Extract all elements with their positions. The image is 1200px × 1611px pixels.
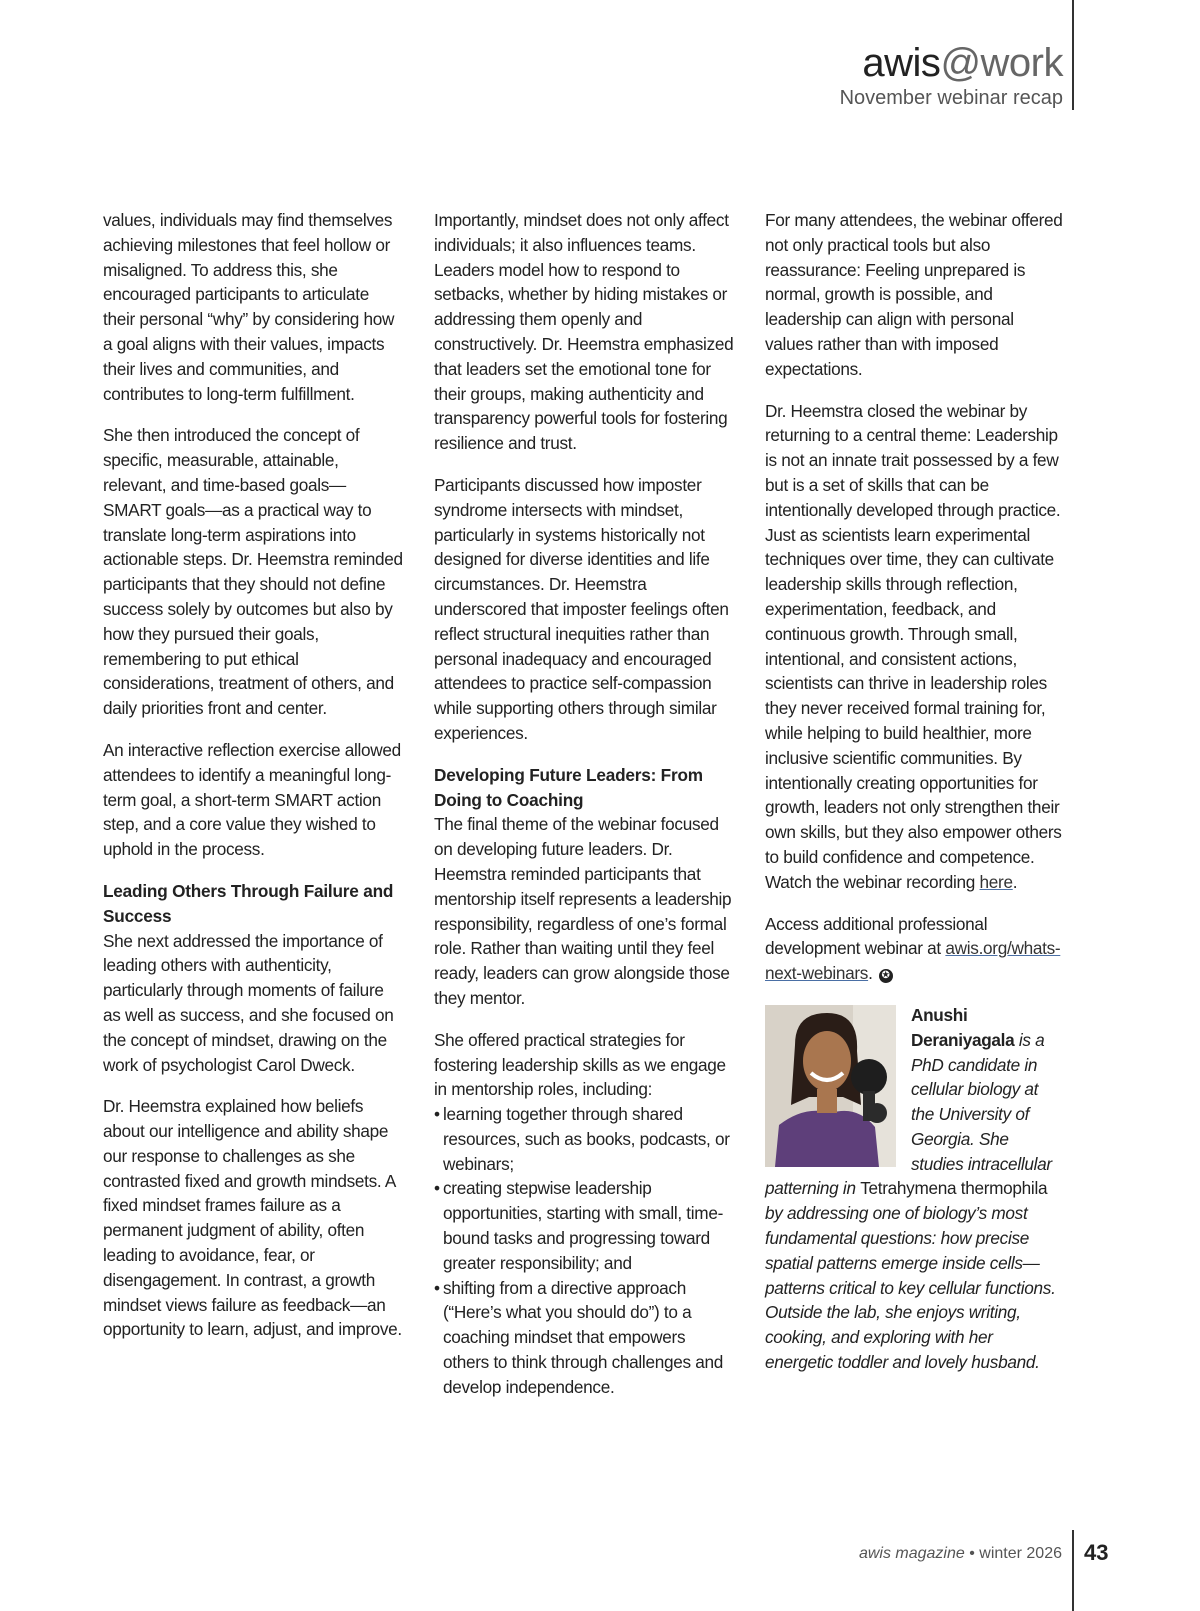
paragraph: Dr. Heemstra explained how beliefs about our intelligence and ability shape our response to challenges as she contrasted fixed and growth mindsets. A fixed mindset frames failure as a permanent judgment of ability, often leading to avoidance, fear, or disengagement. In contrast, a growth mindset views failure as feedback—an opportunity to learn, adjust, and improve. — [103, 1096, 402, 1340]
section-heading: Leading Others Through Failure and Success — [103, 880, 394, 926]
column-1 — [103, 208, 403, 1359]
bio-text: by addressing one of biology’s most fundamental questions: how precise spatial patterns emerge inside cells—patterns critical to key cellular functions. Outside the lab, she enjoys writing, cooking, and exploring with her energetic toddler and lovely husband. — [765, 1203, 1056, 1373]
page-number: 43 — [1084, 1540, 1109, 1565]
strategy-list — [434, 1102, 734, 1400]
magazine-name: awis magazine — [858, 1545, 965, 1562]
header-rule — [1072, 0, 1074, 110]
paragraph: Importantly, mindset does not only affect individuals; it also influences teams. Leaders model how to respond to setbacks, whether by hiding mistakes or addressing them openly and constructively. Dr. Heemstra emphasized that leaders set the emotional tone for their groups, making authenticity and transparency powerful tools for fostering resilience and trust. — [434, 210, 734, 454]
column-3 — [765, 208, 1065, 1375]
paragraph: She offered practical strategies for fostering leadership skills as we engage in mentorship roles, including: — [434, 1029, 726, 1100]
brand-at: @work — [940, 41, 1063, 85]
species-name: Tetrahymena thermophila — [860, 1178, 1048, 1199]
webinars-link[interactable]: awis.org/whats-next-webinars — [765, 938, 1061, 984]
paragraph: She next addressed the importance of leading others with authenticity, particularly through moments of failure as well as success, and she focused on the concept of mindset, drawing on the work of psychologist Carol Dweck. — [103, 930, 394, 1075]
author-photo-illustration — [765, 1005, 896, 1167]
paragraph: An interactive reflection exercise allowed attendees to identify a meaningful long-term goal, a short-term SMART action step, and a core value they wished to uphold in the process. — [103, 739, 401, 860]
page-footer — [859, 1545, 1062, 1563]
paragraph-text: Dr. Heemstra closed the webinar by returning to a central theme: Leadership is not an innate trait possessed by a few but is a set of skills that can be intentionally developed through practice. Just as scientists learn experimental techniques over time, they can cultivate leadership skills through reflection, experimentation, feedback, and continuous growth. Through small, intentional, and consistent actions, scientists can thrive in leadership roles they never received formal training for, while helping to build healthier, more inclusive scientific communities. By intentionally creating opportunities for growth, leaders not only strengthen their own skills, but they also empower others to build confidence and competence. Watch the webinar recording — [765, 400, 1062, 892]
punctuation: . — [868, 963, 873, 984]
list-item: • creating stepwise leadership opportunities, starting with small, time-bound tasks and progressing toward greater responsibility; and — [434, 1176, 734, 1275]
column-2 — [434, 208, 734, 1400]
paragraph: Participants discussed how imposter syndrome intersects with mindset, particularly in systems historically not designed for diverse identities and life circumstances. Dr. Heemstra underscored that imposter feelings often reflect structural inequities rather than personal inadequacy and encouraged attendees to practice self-compassion while supporting others through similar experiences. — [434, 474, 729, 743]
paragraph-text: Access additional professional development webinar at — [765, 913, 988, 959]
section-brand — [840, 40, 1063, 86]
list-item: • shifting from a directive approach (“Here’s what you should do”) to a coaching mindset that empowers others to think through challenges and develop independence. — [434, 1276, 734, 1400]
paragraph: She then introduced the concept of specific, measurable, attainable, relevant, and time-based goals—SMART goals—as a practical way to translate long-term aspirations into actionable steps. Dr. Heemstra reminded participants that they should not define success solely by outcomes but also by how they pursued their goals, remembering to put ethical considerations, treatment of others, and daily priorities front and center. — [103, 425, 403, 719]
author-name: Anushi Deraniyagala — [911, 1004, 1015, 1050]
footer-rule — [1072, 1530, 1074, 1611]
footer-separator: • — [964, 1545, 980, 1562]
end-mark-icon: ✪ — [879, 969, 893, 983]
issue-label: winter 2026 — [979, 1545, 1062, 1562]
paragraph: values, individuals may find themselves achieving milestones that feel hollow or misaligned. To address this, she encouraged participants to articulate their personal “why” by considering how a goal aligns with their values, impacts their lives and communities, and contributes to long-term fulfillment. — [103, 210, 395, 404]
author-bio — [765, 1003, 1065, 1375]
brand-main: awis — [862, 41, 941, 85]
section-heading: Developing Future Leaders: From Doing to Coaching — [434, 764, 703, 810]
paragraph — [765, 399, 1065, 895]
list-item: • learning together through shared resources, such as books, podcasts, or webinars; — [434, 1102, 734, 1176]
paragraph — [765, 912, 1065, 986]
paragraph: The final theme of the webinar focused on developing future leaders. Dr. Heemstra reminded participants that mentorship itself represents a leadership responsibility, regardless of one’s formal role. Rather than waiting until they feel ready, leaders can grow alongside those they mentor. — [434, 814, 732, 1008]
bio-text: is a PhD candidate in cellular biology at the University of Georgia. She studies intracellular patterning in — [765, 1029, 1052, 1199]
paragraph: For many attendees, the webinar offered not only practical tools but also reassurance: Feeling unprepared is normal, growth is possible, and leadership can align with personal values rather than with imposed expectations. — [765, 210, 1063, 379]
section-subtitle: November webinar recap — [839, 87, 1063, 109]
recording-link[interactable]: here — [979, 871, 1013, 892]
author-photo — [765, 1005, 896, 1167]
page-header — [840, 40, 1063, 110]
punctuation: . — [1012, 871, 1018, 892]
